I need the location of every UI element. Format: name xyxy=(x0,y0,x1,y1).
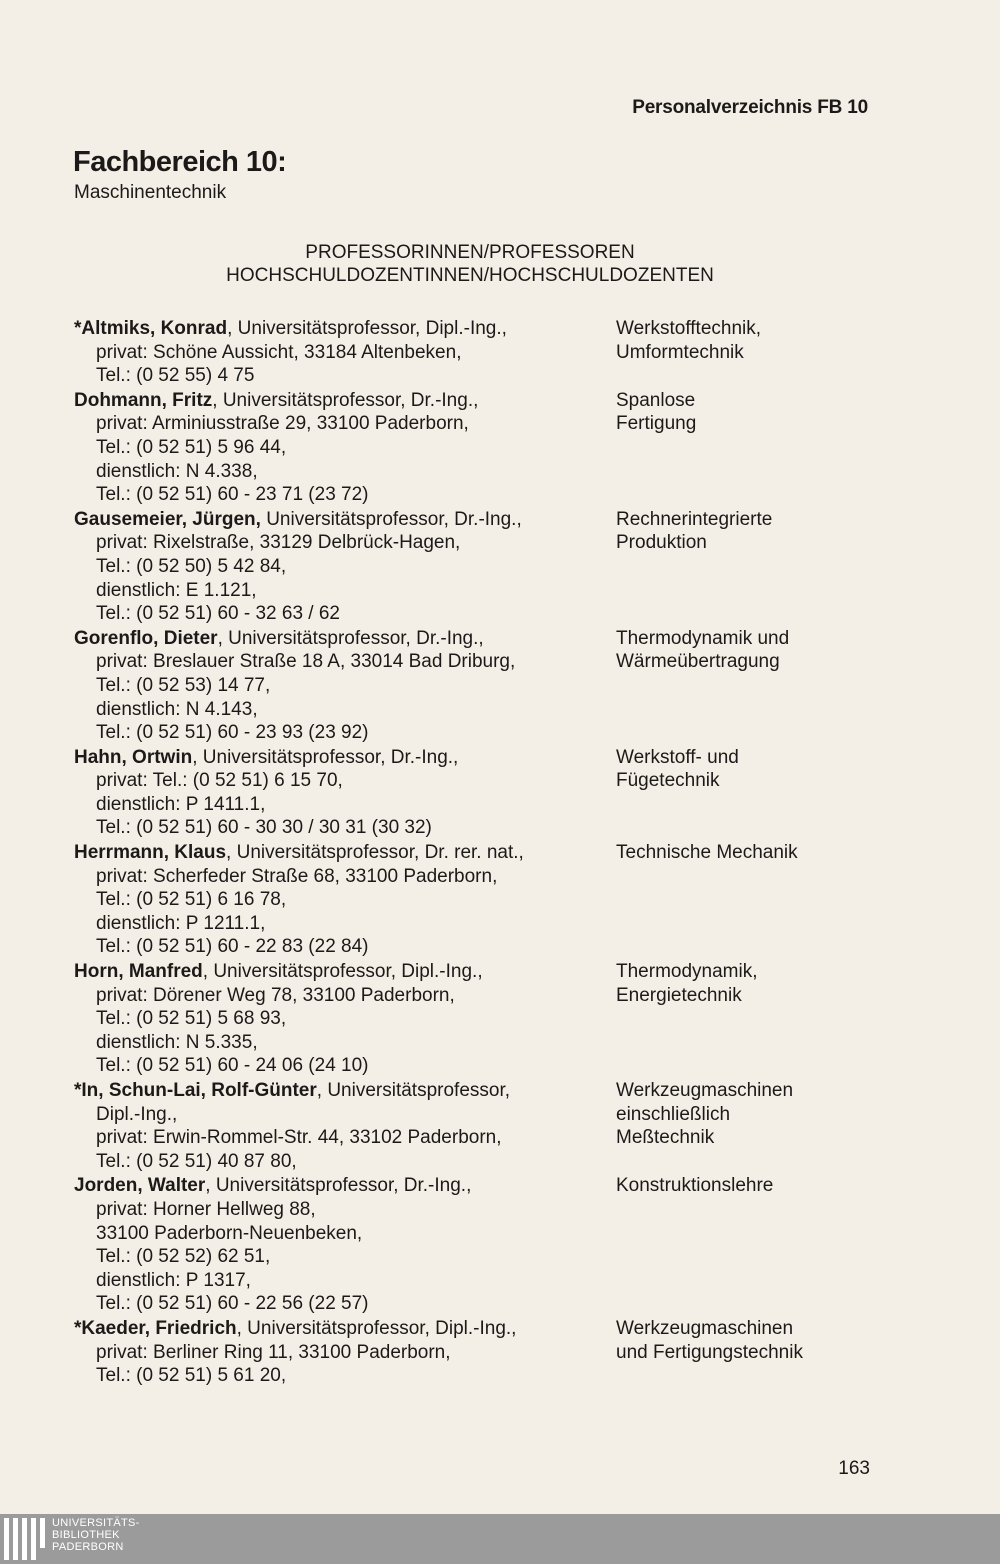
staff-title: , Universitätsprofessor, Dr.-Ing., xyxy=(212,389,479,411)
staff-name: Jorden, Walter xyxy=(74,1175,206,1197)
staff-field-line: Spanlose xyxy=(616,389,696,411)
staff-contact-line: Tel.: (0 52 50) 5 42 84, xyxy=(96,555,287,577)
staff-title: , Universitätsprofessor, Dr. rer. nat., xyxy=(226,842,524,864)
logo-text-line: UNIVERSITÄTS- xyxy=(52,1517,140,1529)
department-title: Fachbereich 10: xyxy=(73,146,287,178)
staff-field xyxy=(616,1174,876,1198)
staff-contact-line: Dipl.-Ing., xyxy=(96,1103,178,1125)
staff-field xyxy=(616,960,876,1007)
staff-name: Horn, Manfred xyxy=(74,961,203,983)
staff-entry xyxy=(74,1079,894,1173)
staff-contact-line: Tel.: (0 52 51) 60 - 24 06 (24 10) xyxy=(96,1055,369,1077)
staff-contact-line: privat: Arminiusstraße 29, 33100 Paderborn, xyxy=(96,413,469,435)
staff-entry-first-line xyxy=(74,508,594,532)
staff-contact-line: dienstlich: E 1.121, xyxy=(96,579,257,601)
staff-field-line: Thermodynamik und xyxy=(616,627,790,649)
staff-contact-line: Tel.: (0 52 52) 62 51, xyxy=(96,1246,271,1268)
staff-contact-line: dienstlich: P 1317, xyxy=(96,1269,251,1291)
staff-field xyxy=(616,508,876,555)
staff-contact-line: Tel.: (0 52 53) 14 77, xyxy=(96,674,271,696)
staff-name: Herrmann, Klaus xyxy=(74,842,227,864)
staff-contact-line: privat: Horner Hellweg 88, xyxy=(96,1198,316,1220)
staff-entry-first-line xyxy=(74,841,594,865)
page-number: 163 xyxy=(838,1458,870,1479)
staff-entry xyxy=(74,841,894,959)
staff-field xyxy=(616,746,876,793)
staff-field-line: und Fertigungstechnik xyxy=(616,1341,803,1363)
staff-field-line: Produktion xyxy=(616,532,707,554)
staff-contact-line: Tel.: (0 52 51) 60 - 23 93 (23 92) xyxy=(96,722,369,744)
staff-contact-line: Tel.: (0 52 51) 60 - 30 30 / 30 31 (30 32) xyxy=(96,817,432,839)
library-footer-bar xyxy=(0,1514,1000,1564)
staff-contact-line: dienstlich: N 4.338, xyxy=(96,460,258,482)
staff-field-line: Energietechnik xyxy=(616,984,742,1006)
staff-contact-line: privat: Schöne Aussicht, 33184 Altenbeken, xyxy=(96,341,462,363)
library-logo-text xyxy=(52,1517,140,1553)
staff-contact-line: privat: Rixelstraße, 33129 Delbrück-Hagen, xyxy=(96,532,461,554)
staff-field xyxy=(616,1317,876,1364)
staff-entry xyxy=(74,389,894,507)
staff-entry-details xyxy=(74,508,594,626)
staff-field-line: Technische Mechanik xyxy=(616,842,798,864)
staff-contact-line: dienstlich: N 5.335, xyxy=(96,1031,258,1053)
logo-text-line: BIBLIOTHEK xyxy=(52,1529,120,1541)
library-logo-icon xyxy=(4,1518,46,1560)
staff-contact-line: Tel.: (0 52 51) 60 - 22 56 (22 57) xyxy=(96,1293,369,1315)
staff-name: *In, Schun-Lai, Rolf-Günter xyxy=(74,1080,317,1101)
section-heading-line: PROFESSORINNEN/PROFESSOREN xyxy=(305,242,635,263)
staff-field-line: einschließlich xyxy=(616,1103,731,1125)
section-heading-line: HOCHSCHULDOZENTINNEN/HOCHSCHULDOZENTEN xyxy=(226,265,714,286)
staff-title: , Universitätsprofessor, Dipl.-Ing., xyxy=(227,318,507,339)
staff-field-line: Rechnerintegrierte xyxy=(616,508,773,530)
section-heading xyxy=(0,241,940,287)
staff-field-line: Werkzeugmaschinen xyxy=(616,1317,794,1339)
staff-entry-first-line xyxy=(74,317,594,341)
staff-contact-line: dienstlich: P 1211.1, xyxy=(96,912,266,934)
staff-name: Gausemeier, Jürgen, xyxy=(74,508,261,530)
staff-field-line: Fertigung xyxy=(616,413,697,435)
staff-name: Hahn, Ortwin xyxy=(74,746,193,768)
staff-contact-line: dienstlich: P 1411.1, xyxy=(96,793,266,815)
staff-entry xyxy=(74,960,894,1078)
staff-title: , Universitätsprofessor, Dr.-Ing., xyxy=(217,627,484,649)
logo-text-line: PADERBORN xyxy=(52,1541,124,1553)
staff-name: *Kaeder, Friedrich xyxy=(74,1317,237,1339)
staff-list xyxy=(74,317,894,1389)
staff-contact-line: 33100 Paderborn-Neuenbeken, xyxy=(96,1222,363,1244)
staff-contact-line: Tel.: (0 52 51) 6 16 78, xyxy=(96,889,287,911)
staff-contact-line: privat: Tel.: (0 52 51) 6 15 70, xyxy=(96,770,343,792)
staff-entry xyxy=(74,1317,894,1388)
staff-entry-first-line xyxy=(74,1317,594,1341)
staff-title: Universitätsprofessor, Dr.-Ing., xyxy=(260,508,522,530)
staff-entry-details xyxy=(74,960,594,1078)
staff-field-line: Meßtechnik xyxy=(616,1127,715,1149)
staff-entry-details xyxy=(74,627,594,745)
staff-name: Gorenflo, Dieter xyxy=(74,627,218,649)
staff-contact-line: privat: Berliner Ring 11, 33100 Paderborn, xyxy=(96,1341,451,1363)
staff-field xyxy=(616,389,876,436)
staff-contact-line: dienstlich: N 4.143, xyxy=(96,698,258,720)
staff-entry xyxy=(74,317,894,388)
staff-entry-details xyxy=(74,1174,594,1316)
department-subtitle: Maschinentechnik xyxy=(74,182,227,203)
staff-title: , Universitätsprofessor, Dipl.-Ing., xyxy=(202,961,483,983)
staff-field xyxy=(616,317,876,364)
staff-contact-line: Tel.: (0 52 51) 60 - 32 63 / 62 xyxy=(96,603,340,625)
staff-field-line: Konstruktionslehre xyxy=(616,1175,774,1197)
staff-contact-line: privat: Erwin-Rommel-Str. 44, 33102 Paderborn, xyxy=(96,1127,502,1149)
staff-field xyxy=(616,1079,876,1150)
staff-field-line: Werkstoff- und xyxy=(616,746,739,768)
staff-entry-first-line xyxy=(74,389,594,413)
staff-entry-details xyxy=(74,389,594,507)
staff-entry xyxy=(74,746,894,840)
staff-title: , Universitätsprofessor, Dr.-Ing., xyxy=(205,1175,472,1197)
staff-contact-line: privat: Dörener Weg 78, 33100 Paderborn, xyxy=(96,984,455,1006)
staff-field-line: Werkzeugmaschinen xyxy=(616,1080,794,1101)
staff-contact-line: Tel.: (0 52 51) 40 87 80, xyxy=(96,1150,297,1172)
staff-field xyxy=(616,627,876,674)
staff-entry-details xyxy=(74,841,594,959)
staff-entry-details xyxy=(74,1079,594,1173)
staff-entry xyxy=(74,1174,894,1316)
staff-entry xyxy=(74,627,894,745)
staff-entry-first-line xyxy=(74,746,594,770)
staff-contact-line: Tel.: (0 52 51) 60 - 23 71 (23 72) xyxy=(96,484,369,506)
staff-contact-line: Tel.: (0 52 55) 4 75 xyxy=(96,365,255,387)
staff-title: , Universitätsprofessor, Dr.-Ing., xyxy=(192,746,459,768)
staff-contact-line: Tel.: (0 52 51) 5 61 20, xyxy=(96,1365,287,1387)
staff-contact-line: privat: Breslauer Straße 18 A, 33014 Bad Driburg, xyxy=(96,651,516,673)
staff-title: , Universitätsprofessor, Dipl.-Ing., xyxy=(236,1317,517,1339)
staff-name: *Altmiks, Konrad xyxy=(74,318,228,339)
staff-entry-first-line xyxy=(74,1079,594,1103)
staff-field-line: Werkstofftechnik, xyxy=(616,318,762,339)
staff-entry-first-line xyxy=(74,627,594,651)
staff-entry-first-line xyxy=(74,960,594,984)
staff-contact-line: Tel.: (0 52 51) 5 96 44, xyxy=(96,436,287,458)
staff-entry-first-line xyxy=(74,1174,594,1198)
staff-title: , Universitätsprofessor, xyxy=(316,1080,511,1101)
staff-field-line: Wärmeübertragung xyxy=(616,651,780,673)
staff-contact-line: Tel.: (0 52 51) 5 68 93, xyxy=(96,1008,287,1030)
staff-entry-details xyxy=(74,1317,594,1388)
staff-field-line: Umformtechnik xyxy=(616,341,744,363)
staff-contact-line: Tel.: (0 52 51) 60 - 22 83 (22 84) xyxy=(96,936,369,958)
staff-field-line: Fügetechnik xyxy=(616,770,720,792)
staff-contact-line: privat: Scherfeder Straße 68, 33100 Paderborn, xyxy=(96,865,498,887)
staff-field-line: Thermodynamik, xyxy=(616,961,758,983)
staff-entry-details xyxy=(74,317,594,388)
staff-name: Dohmann, Fritz xyxy=(74,389,213,411)
running-title: Personalverzeichnis FB 10 xyxy=(632,97,868,118)
staff-entry xyxy=(74,508,894,626)
staff-field xyxy=(616,841,876,865)
staff-entry-details xyxy=(74,746,594,840)
